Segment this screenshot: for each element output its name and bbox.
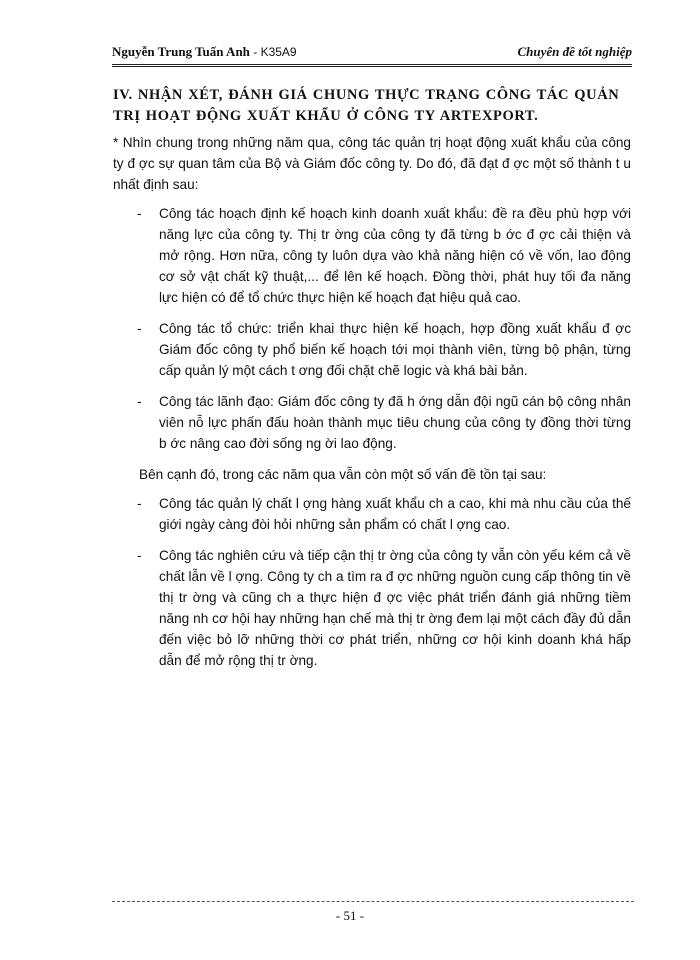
problems-list <box>113 493 631 671</box>
bullet-dash: - <box>137 206 142 221</box>
achievements-list <box>113 203 631 454</box>
bullet-dash: - <box>137 394 142 409</box>
list-item: - Công tác quản lý chất l ợng hàng xuất khẩu ch a cao, khi mà nhu cầu của thế giới ngày càng đòi hỏi những sản phẩm có chất l ợng cao. <box>113 493 631 535</box>
transition-paragraph: Bên cạnh đó, trong các năm qua vẫn còn một số vấn đề tồn tại sau: <box>139 467 547 482</box>
bullet-dash: - <box>137 321 142 336</box>
bullet-dash: - <box>137 496 142 511</box>
footer-divider <box>112 901 634 902</box>
page-header <box>112 42 632 67</box>
section-heading: IV. NHẬN XÉT, ĐÁNH GIÁ CHUNG THỰC TRẠNG CÔNG TÁC QUẢN TRỊ HOẠT ĐỘNG XUẤT KHẨU Ở CÔNG TY ARTEXPORT. <box>113 87 620 124</box>
list-item: - Công tác nghiên cứu và tiếp cận thị tr ờng của công ty vẫn còn yếu kém cả về chất lẫn về l ợng. Công ty ch a tìm ra đ ợc những nguồn cung cấp thông tin về thị tr ờng và cũng ch a thực hiện đ ợc việc phát triển đánh giá những tiềm năng nh cơ hội hay những hạn chế mà thị tr ờng đem lại một cách đầy đủ dẫn đến việc bỏ lỡ những thời cơ phát triển, những cơ hội kinh doanh khá hấp dẫn để mở rộng thị tr ờng. <box>113 545 631 671</box>
header-class-code: K35A9 <box>260 45 297 59</box>
list-item: - Công tác lãnh đạo: Giám đốc công ty đã h ớng dẫn đội ngũ cán bộ công nhân viên nỗ lực phấn đấu hoàn thành mục tiêu chung của công ty đồng thời từng b ớc nâng cao đời sống ng ời lao động. <box>113 391 631 454</box>
header-topic: Chuyên đề tốt nghiệp <box>517 44 632 59</box>
bullet-dash: - <box>137 548 142 563</box>
body-text <box>113 132 631 681</box>
list-item: - Công tác tổ chức: triển khai thực hiện kế hoạch, hợp đồng xuất khẩu đ ợc Giám đốc công ty phổ biến kế hoạch tới mọi thành viên, từng bộ phận, từng cấp quản lý một cách t ơng đối chặt chẽ logic và khá bài bản. <box>113 318 631 381</box>
intro-paragraph: * Nhìn chung trong những năm qua, công tác quản trị hoạt động xuất khẩu của công ty đ ợc sự quan tâm của Bộ và Giám đốc công ty. Do đó, đã đạt đ ợc một số thành t u nhất định sau: <box>113 135 631 192</box>
list-item: - Công tác hoạch định kế hoạch kinh doanh xuất khẩu: đề ra đều phù hợp với năng lực của công ty. Thị tr ờng của công ty đã từng b ớc đ ợc cải thiện và mở rộng. Hơn nữa, công ty luôn dựa vào khả năng hiện có về vốn, lao động cơ sở vật chất kỹ thuật,... để lên kế hoạch. Đồng thời, phát huy tối đa năng lực hiện có để tổ chức thực hiện kế hoạch đạt hiệu quả cao. <box>113 203 631 308</box>
page-number: - 51 - <box>335 908 365 923</box>
header-author: Nguyễn Trung Tuấn Anh - K35A9 <box>112 44 297 59</box>
